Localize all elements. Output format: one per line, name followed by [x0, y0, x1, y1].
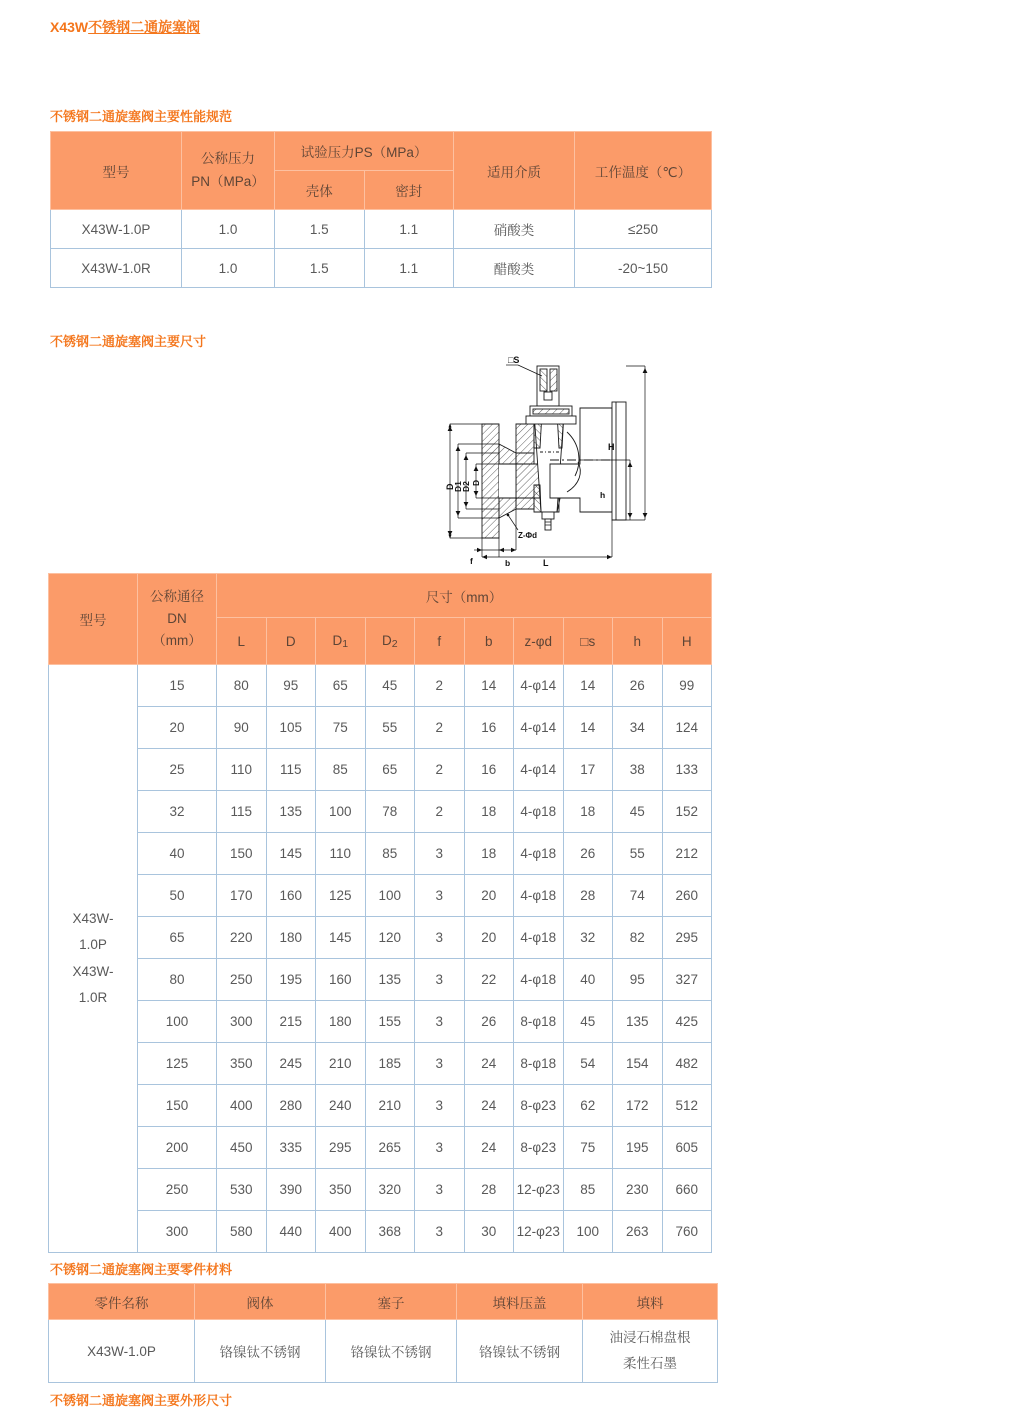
header-dim-d1: $D_1$: [316, 618, 366, 665]
cell-f: 3: [415, 1001, 465, 1043]
header-nominal-pressure-line2: PN（MPa）: [191, 173, 265, 189]
table-header-row: [49, 1284, 718, 1320]
cell-D2: 320: [365, 1169, 415, 1211]
cell-zd: 8-φ18: [514, 1001, 564, 1043]
cell-D1: 160: [316, 959, 366, 1001]
cell-dn: 32: [138, 791, 217, 833]
cell-f: 3: [415, 1169, 465, 1211]
cell-D: 195: [266, 959, 316, 1001]
cell-L: 400: [217, 1085, 267, 1127]
cell-D1: 110: [316, 833, 366, 875]
drawing-label-D1: D1: [453, 481, 463, 492]
cell-s: 75: [563, 1127, 613, 1169]
cell-b: 20: [464, 875, 514, 917]
cell-dn: 150: [138, 1085, 217, 1127]
header-dim-h: h: [613, 618, 663, 665]
dimension-table-head: [49, 574, 712, 665]
cell-H: 99: [662, 665, 712, 707]
cell-L: 115: [217, 791, 267, 833]
cell-test-pressure-shell: 1.5: [275, 210, 365, 249]
material-table-head: [49, 1284, 718, 1320]
cell-valve-body: 铬镍钛不锈钢: [195, 1320, 326, 1383]
cell-L: 530: [217, 1169, 267, 1211]
cell-zd: 4-φ18: [514, 833, 564, 875]
cell-H: 212: [662, 833, 712, 875]
cell-D1: 145: [316, 917, 366, 959]
cell-b: 14: [464, 665, 514, 707]
cell-f: 2: [415, 791, 465, 833]
cell-D2: 55: [365, 707, 415, 749]
cell-b: 20: [464, 917, 514, 959]
cell-D2: 100: [365, 875, 415, 917]
cell-h: 230: [613, 1169, 663, 1211]
cell-test-pressure-shell: 1.5: [275, 249, 365, 288]
cell-s: 54: [563, 1043, 613, 1085]
cell-D1: 125: [316, 875, 366, 917]
cell-h: 34: [613, 707, 663, 749]
header-nominal-diameter: [138, 574, 217, 665]
cell-D1: 295: [316, 1127, 366, 1169]
cell-zd: 8-φ23: [514, 1127, 564, 1169]
table-header-row: [51, 132, 712, 171]
header-working-temperature: 工作温度（℃）: [575, 132, 712, 210]
cell-D: 440: [266, 1211, 316, 1253]
cell-L: 580: [217, 1211, 267, 1253]
cell-f: 3: [415, 833, 465, 875]
cell-medium: 硝酸类: [454, 210, 575, 249]
header-packing-gland: 填料压盖: [457, 1284, 583, 1320]
table-row: [51, 210, 712, 249]
table-row: [49, 707, 712, 749]
drawing-label-d: D: [471, 479, 481, 486]
cell-L: 150: [217, 833, 267, 875]
cell-D1: 350: [316, 1169, 366, 1211]
header-dn-line1: 公称通径: [150, 588, 204, 604]
drawing-label-D: D: [445, 483, 455, 490]
cell-packing-line: 柔性石墨: [623, 1356, 677, 1371]
cell-D: 335: [266, 1127, 316, 1169]
drawing-label-f: f: [470, 556, 473, 566]
cell-dn: 300: [138, 1211, 217, 1253]
header-dim-f: f: [415, 618, 465, 665]
cell-D2: 120: [365, 917, 415, 959]
cell-f: 3: [415, 1085, 465, 1127]
cell-f: 2: [415, 749, 465, 791]
cell-H: 295: [662, 917, 712, 959]
specification-table-body: [51, 210, 712, 288]
cell-s: 18: [563, 791, 613, 833]
cell-D1: 65: [316, 665, 366, 707]
cell-test-pressure-seal: 1.1: [364, 249, 454, 288]
cell-H: 660: [662, 1169, 712, 1211]
cell-h: 55: [613, 833, 663, 875]
header-nominal-pressure-line1: 公称压力: [201, 151, 255, 167]
cell-s: 45: [563, 1001, 613, 1043]
cell-zd: 12-φ23: [514, 1169, 564, 1211]
cell-f: 2: [415, 707, 465, 749]
header-dim-zd: z-φd: [514, 618, 564, 665]
cell-L: 350: [217, 1043, 267, 1085]
page-title: [50, 17, 200, 37]
cell-D: 105: [266, 707, 316, 749]
header-part-name: 零件名称: [49, 1284, 195, 1320]
cell-s: 28: [563, 875, 613, 917]
cell-L: 450: [217, 1127, 267, 1169]
material-table: [48, 1283, 718, 1383]
cell-h: 263: [613, 1211, 663, 1253]
cell-dn: 15: [138, 665, 217, 707]
cell-s: 14: [563, 707, 613, 749]
cell-s: 100: [563, 1211, 613, 1253]
page-title-prefix: X43W: [50, 19, 89, 35]
table-row: [49, 1127, 712, 1169]
cell-zd: 4-φ18: [514, 791, 564, 833]
section-heading-cut-off: 不锈钢二通旋塞阀主要外形尺寸: [50, 1393, 233, 1408]
cell-D2: 155: [365, 1001, 415, 1043]
cell-dn: 20: [138, 707, 217, 749]
cell-medium: 醋酸类: [454, 249, 575, 288]
header-test-pressure-seal: 密封: [364, 171, 454, 210]
cell-D: 245: [266, 1043, 316, 1085]
header-dim-h: H: [662, 618, 712, 665]
cell-f: 3: [415, 917, 465, 959]
cell-H: 124: [662, 707, 712, 749]
cell-zd: 8-φ18: [514, 1043, 564, 1085]
cell-b: 26: [464, 1001, 514, 1043]
cell-packing-gland: 铬镍钛不锈钢: [457, 1320, 583, 1383]
cell-L: 250: [217, 959, 267, 1001]
header-test-pressure-shell: 壳体: [275, 171, 365, 210]
cell-b: 24: [464, 1043, 514, 1085]
cell-zd: 4-φ18: [514, 875, 564, 917]
header-test-pressure: 试验压力PS（MPa）: [275, 132, 454, 171]
cell-dn: 100: [138, 1001, 217, 1043]
cell-D: 135: [266, 791, 316, 833]
cell-f: 3: [415, 1211, 465, 1253]
table-row: [49, 791, 712, 833]
cell-model-line: X43W-: [72, 910, 114, 926]
cell-f: 3: [415, 1127, 465, 1169]
cell-b: 24: [464, 1127, 514, 1169]
cell-zd: 8-φ23: [514, 1085, 564, 1127]
cell-D1: 180: [316, 1001, 366, 1043]
cell-model-line: X43W-: [72, 963, 114, 979]
cell-s: 32: [563, 917, 613, 959]
cell-D1: 75: [316, 707, 366, 749]
table-row: [49, 749, 712, 791]
header-packing: 填料: [583, 1284, 718, 1320]
cell-test-pressure-seal: 1.1: [364, 210, 454, 249]
cell-zd: 4-φ14: [514, 665, 564, 707]
cell-f: 2: [415, 665, 465, 707]
drawing-label-L: L: [543, 558, 549, 568]
cell-working-temperature: ≤250: [575, 210, 712, 249]
cell-H: 482: [662, 1043, 712, 1085]
cell-h: 172: [613, 1085, 663, 1127]
cell-D2: 65: [365, 749, 415, 791]
cell-model: X43W-1.0P: [51, 210, 182, 249]
valve-dimension-drawing: [430, 352, 666, 566]
header-size-group: 尺寸（mm）: [217, 574, 712, 618]
cell-packing: [583, 1320, 718, 1383]
page-title-link[interactable]: 不锈钢二通旋塞阀: [88, 19, 201, 35]
cell-dn: 250: [138, 1169, 217, 1211]
cell-model: X43W-1.0R: [51, 249, 182, 288]
cell-model-line: 1.0P: [79, 937, 107, 953]
dimension-table: [48, 573, 712, 1253]
cell-b: 28: [464, 1169, 514, 1211]
cell-D: 145: [266, 833, 316, 875]
header-valve-body: 阀体: [195, 1284, 326, 1320]
header-model: 型号: [49, 574, 138, 665]
cell-h: 82: [613, 917, 663, 959]
cell-h: 38: [613, 749, 663, 791]
cell-s: 85: [563, 1169, 613, 1211]
drawing-label-H: H: [608, 442, 615, 452]
cell-dn: 80: [138, 959, 217, 1001]
cell-zd: 12-φ23: [514, 1211, 564, 1253]
table-row: [49, 917, 712, 959]
cell-L: 90: [217, 707, 267, 749]
cell-D: 390: [266, 1169, 316, 1211]
section-heading-materials: 不锈钢二通旋塞阀主要零件材料: [50, 1262, 233, 1277]
header-dim-l: L: [217, 618, 267, 665]
cell-D2: 85: [365, 833, 415, 875]
cell-s: 14: [563, 665, 613, 707]
cell-H: 327: [662, 959, 712, 1001]
cell-model: [49, 665, 138, 1253]
cell-h: 26: [613, 665, 663, 707]
cell-f: 3: [415, 1043, 465, 1085]
table-row: [49, 1211, 712, 1253]
header-dim-s: □s: [563, 618, 613, 665]
header-dn-line2: DN: [167, 610, 187, 626]
drawing-label-h: h: [600, 490, 606, 500]
cell-L: 300: [217, 1001, 267, 1043]
table-header-row: [49, 574, 712, 618]
header-dn-line3: （mm）: [152, 633, 202, 649]
drawing-label-D2: D2: [461, 481, 471, 492]
cell-D: 180: [266, 917, 316, 959]
cell-L: 80: [217, 665, 267, 707]
cell-f: 3: [415, 875, 465, 917]
cell-b: 24: [464, 1085, 514, 1127]
cell-D: 280: [266, 1085, 316, 1127]
table-row: [49, 1169, 712, 1211]
cell-f: 3: [415, 959, 465, 1001]
cell-D2: 78: [365, 791, 415, 833]
cell-zd: 4-φ14: [514, 749, 564, 791]
cell-s: 40: [563, 959, 613, 1001]
cell-h: 45: [613, 791, 663, 833]
table-row: [49, 1320, 718, 1383]
drawing-label-b: b: [505, 558, 511, 568]
cell-zd: 4-φ14: [514, 707, 564, 749]
cell-L: 170: [217, 875, 267, 917]
cell-D: 215: [266, 1001, 316, 1043]
table-row: [49, 1001, 712, 1043]
cell-packing-line: 油浸石棉盘根: [609, 1329, 691, 1345]
header-medium: 适用介质: [454, 132, 575, 210]
cell-H: 760: [662, 1211, 712, 1253]
cell-D2: 368: [365, 1211, 415, 1253]
section-heading-specification: 不锈钢二通旋塞阀主要性能规范: [50, 109, 233, 124]
cell-b: 22: [464, 959, 514, 1001]
cell-H: 605: [662, 1127, 712, 1169]
cell-H: 133: [662, 749, 712, 791]
cell-zd: 4-φ18: [514, 917, 564, 959]
specification-table-head: [51, 132, 712, 210]
cell-zd: 4-φ18: [514, 959, 564, 1001]
drawing-label-s: □S: [508, 355, 520, 365]
cell-dn: 200: [138, 1127, 217, 1169]
cell-D2: 210: [365, 1085, 415, 1127]
header-plug: 塞子: [326, 1284, 457, 1320]
header-nominal-pressure: [182, 132, 275, 210]
specification-table: [50, 131, 712, 288]
cell-b: 16: [464, 707, 514, 749]
table-row: [49, 1085, 712, 1127]
cell-h: 154: [613, 1043, 663, 1085]
cell-b: 18: [464, 791, 514, 833]
cell-D: 160: [266, 875, 316, 917]
cell-h: 135: [613, 1001, 663, 1043]
cell-D: 95: [266, 665, 316, 707]
cell-dn: 25: [138, 749, 217, 791]
table-row: [49, 959, 712, 1001]
cell-D2: 135: [365, 959, 415, 1001]
cell-h: 74: [613, 875, 663, 917]
cell-part-name: X43W-1.0P: [49, 1320, 195, 1383]
cell-h: 95: [613, 959, 663, 1001]
cell-D: 115: [266, 749, 316, 791]
section-heading-dimensions: 不锈钢二通旋塞阀主要尺寸: [50, 334, 207, 349]
cell-D2: 45: [365, 665, 415, 707]
valve-drawing-svg: [430, 352, 666, 566]
cell-s: 26: [563, 833, 613, 875]
header-dim-b: b: [464, 618, 514, 665]
cell-b: 18: [464, 833, 514, 875]
table-row: [49, 665, 712, 707]
cell-D2: 265: [365, 1127, 415, 1169]
cell-D2: 185: [365, 1043, 415, 1085]
dimension-table-body: [49, 665, 712, 1253]
cell-D1: 100: [316, 791, 366, 833]
cell-working-temperature: -20~150: [575, 249, 712, 288]
cell-dn: 125: [138, 1043, 217, 1085]
cell-D1: 240: [316, 1085, 366, 1127]
cell-dn: 40: [138, 833, 217, 875]
table-row: [51, 249, 712, 288]
cell-plug: 铬镍钛不锈钢: [326, 1320, 457, 1383]
cell-dn: 50: [138, 875, 217, 917]
cell-nominal-pressure: 1.0: [182, 249, 275, 288]
header-model: 型号: [51, 132, 182, 210]
cell-H: 260: [662, 875, 712, 917]
cell-L: 110: [217, 749, 267, 791]
table-row: [49, 1043, 712, 1085]
material-table-body: [49, 1320, 718, 1383]
cell-b: 16: [464, 749, 514, 791]
cell-D1: 85: [316, 749, 366, 791]
cell-D1: 210: [316, 1043, 366, 1085]
table-row: [49, 875, 712, 917]
cell-H: 425: [662, 1001, 712, 1043]
cell-nominal-pressure: 1.0: [182, 210, 275, 249]
table-row: [49, 833, 712, 875]
drawing-label-zphid: Z-Φd: [518, 531, 538, 540]
cell-L: 220: [217, 917, 267, 959]
header-dim-d2: $D_2$: [365, 618, 415, 665]
cell-dn: 65: [138, 917, 217, 959]
cell-H: 512: [662, 1085, 712, 1127]
cell-b: 30: [464, 1211, 514, 1253]
cell-h: 195: [613, 1127, 663, 1169]
cell-D1: 400: [316, 1211, 366, 1253]
cell-s: 17: [563, 749, 613, 791]
header-dim-d: D: [266, 618, 316, 665]
cell-s: 62: [563, 1085, 613, 1127]
cell-model-line: 1.0R: [78, 989, 108, 1005]
cell-H: 152: [662, 791, 712, 833]
